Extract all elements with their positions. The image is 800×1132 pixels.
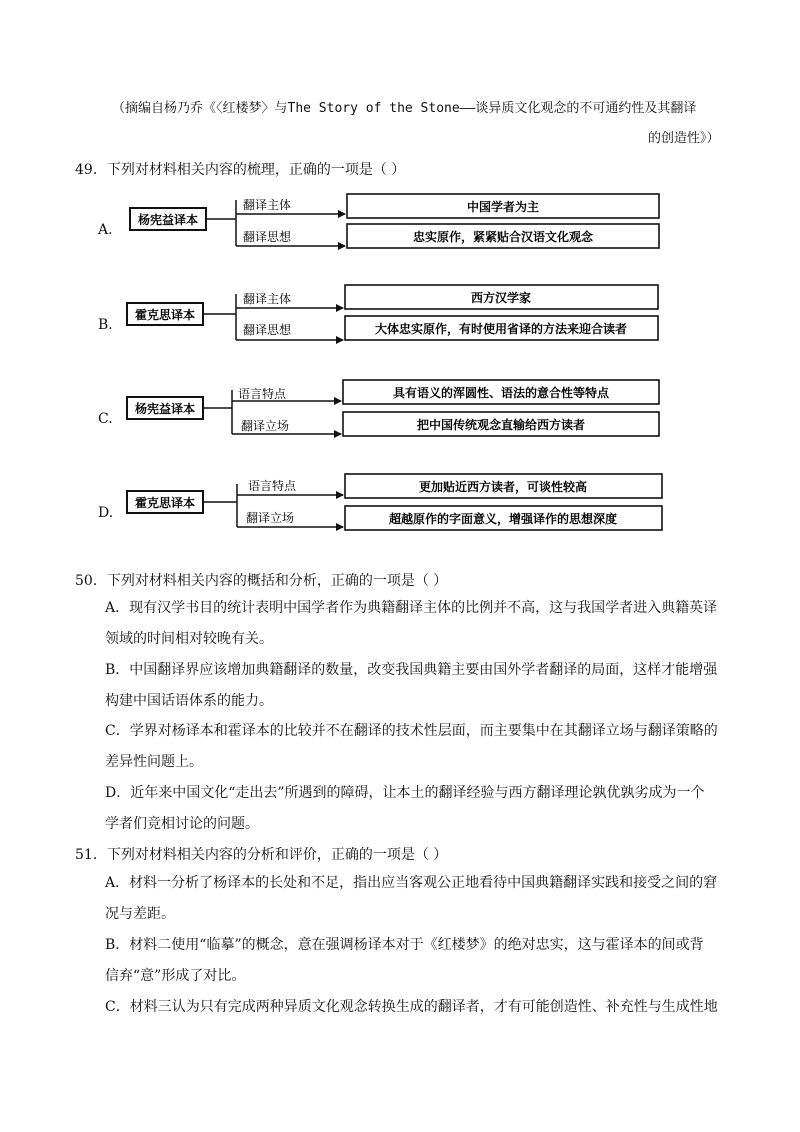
q49-option-a-letter: A. <box>98 222 113 238</box>
q51-option-a-line1: A．材料一分析了杨译本的长处和不足，指出应当客观公正地看待中国典籍翻译实践和接受之间的窘 <box>105 875 718 891</box>
diagram-b-branch2: 翻译思想 <box>243 323 292 337</box>
diagram-b <box>127 285 658 340</box>
q50-option-d-line2: 学者们竞相讨论的问题。 <box>105 816 259 832</box>
diagram-d-root-label: 霍克思译本 <box>134 496 196 510</box>
question-50-stem: 50．下列对材料相关内容的概括和分析，正确的一项是（ ） <box>75 573 448 589</box>
q50-option-a-line1: A．现有汉学书目的统计表明中国学者作为典籍翻译主体的比例并不高，这与我国学者进入典籍英译 <box>105 600 718 616</box>
q51-option-c-line1: C．材料三认为只有完成两种异质文化观念转换生成的翻译者，才有可能创造性、补充性与生成性地 <box>105 999 718 1015</box>
q50-option-b-line1: B．中国翻译界应该增加典籍翻译的数量，改变我国典籍主要由国外学者翻译的局面，这样才能增强 <box>105 662 718 678</box>
diagram-c-box1-text: 具有语义的浑圆性、语法的意合性等特点 <box>392 386 610 400</box>
q50-option-a <box>105 593 725 655</box>
diagram-d-box2-text: 超越原作的字面意义，增强译作的思想深度 <box>388 512 618 526</box>
q51-option-a-line2: 况与差距。 <box>105 906 175 922</box>
diagram-a-box2-text: 忠实原作，紧紧贴合汉语文化观念 <box>412 230 594 244</box>
q49-option-c-letter: C. <box>98 411 113 427</box>
diagram-b-box1-text: 西方汉学家 <box>470 291 532 305</box>
diagram-b-branch1: 翻译主体 <box>243 292 292 306</box>
q50-option-d-line1: D．近年来中国文化“走出去”所遇到的障碍，让本土的翻译经验与西方翻译理论孰优孰劣成为一个 <box>105 785 705 801</box>
diagram-a-branch1: 翻译主体 <box>243 198 292 212</box>
q51-option-b-line2: 信弃“意”形成了对比。 <box>105 968 246 984</box>
q50-option-b-line2: 构建中国话语体系的能力。 <box>105 693 273 709</box>
diagram-d <box>127 474 662 530</box>
diagram-d-branch1: 语言特点 <box>248 479 297 493</box>
q51-option-b <box>105 930 725 992</box>
question-51-stem: 51．下列对材料相关内容的分析和评价，正确的一项是（ ） <box>75 847 448 863</box>
diagram-c-box2-text: 把中国传统观念直输给西方读者 <box>416 418 586 432</box>
question-49-stem: 49．下列对材料相关内容的梳理，正确的一项是（ ） <box>75 162 406 178</box>
q51-option-b-line1: B．材料二使用“临摹”的概念，意在强调杨译本对于《红楼梦》的绝对忠实，这与霍译本的间或背 <box>105 937 704 953</box>
q50-option-c <box>105 716 725 778</box>
diagram-c-root-label: 杨宪益译本 <box>134 402 196 416</box>
q49-option-d-letter: D. <box>98 505 114 521</box>
source-citation-line1: （摘编自杨乃乔《〈红楼梦〉与The Story of the Stone——谈异质文化观念的不可通约性及其翻译 <box>112 101 697 116</box>
diagram-d-branch2: 翻译立场 <box>246 511 295 525</box>
q51-option-c <box>105 992 725 1023</box>
q50-option-b <box>105 655 725 717</box>
source-citation-line2: 的创造性》） <box>648 131 720 146</box>
q50-option-a-line2: 领域的时间相对较晚有关。 <box>105 631 273 647</box>
diagram-c-branch1: 语言特点 <box>238 387 287 401</box>
diagram-b-root-label: 霍克思译本 <box>134 308 196 322</box>
q50-option-c-line2: 差异性问题上。 <box>105 754 203 770</box>
diagram-a <box>130 194 659 248</box>
diagram-c-branch2: 翻译立场 <box>241 419 290 433</box>
diagram-a-box1-text: 中国学者为主 <box>466 200 540 214</box>
q50-option-d <box>105 778 725 840</box>
q50-option-c-line1: C．学界对杨译本和霍译本的比较并不在翻译的技术性层面，而主要集中在其翻译立场与翻译策略的 <box>105 723 718 739</box>
diagram-c <box>127 380 659 436</box>
q51-option-a <box>105 868 725 930</box>
q49-diagrams <box>0 0 800 560</box>
diagram-a-branch2: 翻译思想 <box>243 230 292 244</box>
diagram-a-root-label: 杨宪益译本 <box>137 213 199 227</box>
diagram-d-box1-text: 更加贴近西方读者，可谈性较高 <box>418 480 588 494</box>
q49-option-b-letter: B. <box>98 317 113 333</box>
diagram-b-box2-text: 大体忠实原作，有时使用省译的方法来迎合读者 <box>374 322 628 336</box>
